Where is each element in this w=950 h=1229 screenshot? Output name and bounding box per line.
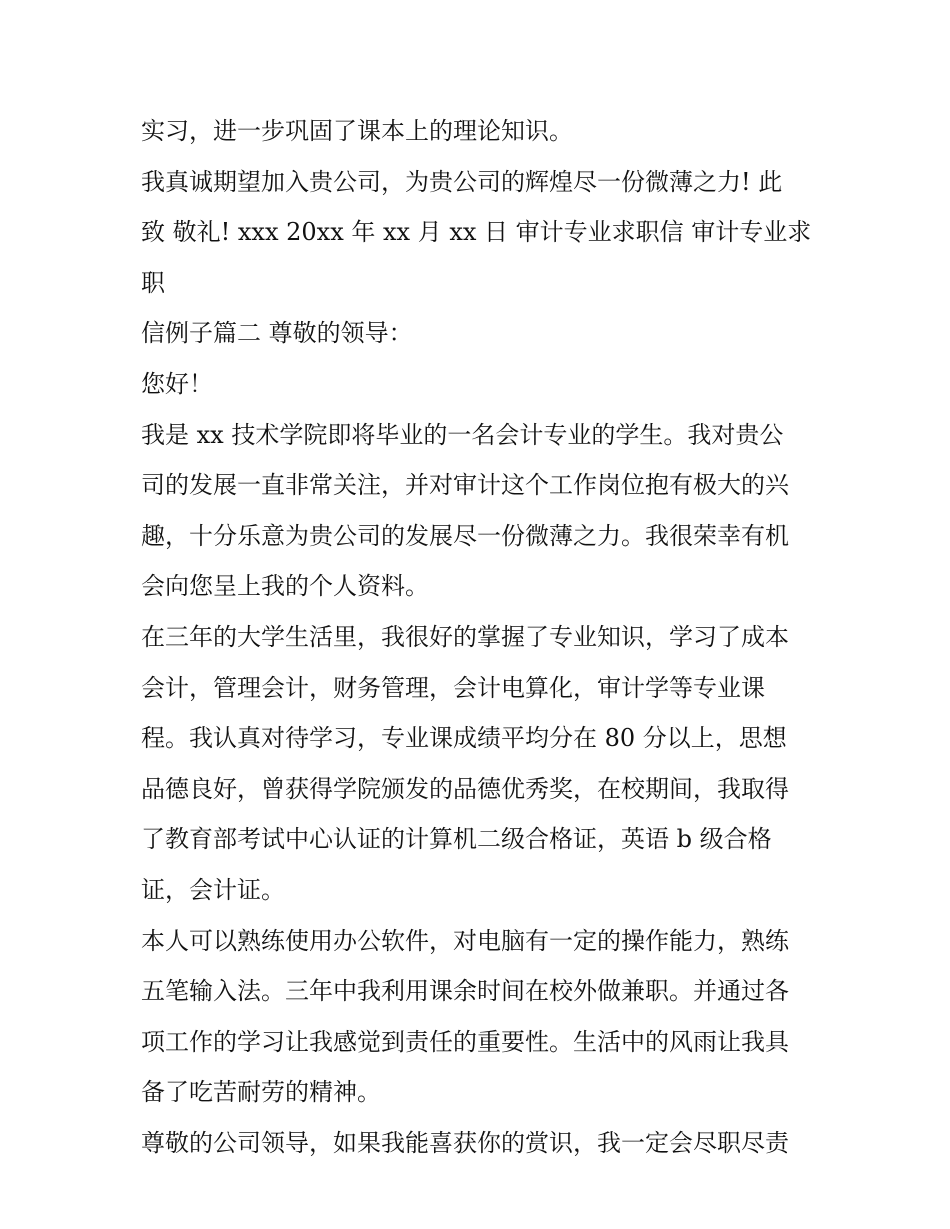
text-line: 我是 xx 技术学院即将毕业的一名会计专业的学生。我对贵公 — [141, 420, 784, 449]
text-line: 本人可以熟练使用办公软件，对电脑有一定的操作能力，熟练 — [141, 926, 789, 955]
text-line: 致 敬礼! xxx 20xx 年 xx 月 xx 日 审计专业求职信 审计专业求职 — [141, 218, 812, 297]
text-line: 尊敬的公司领导，如果我能喜获你的赏识，我一定会尽职尽责 — [141, 1128, 789, 1157]
text-line: 趣，十分乐意为贵公司的发展尽一份微薄之力。我很荣幸有机 — [141, 521, 789, 550]
text-line: 会向您呈上我的个人资料。 — [141, 572, 429, 601]
text-line: 证，会计证。 — [141, 875, 285, 904]
text-line: 项工作的学习让我感觉到责任的重要性。生活中的风雨让我具 — [141, 1027, 789, 1056]
document-body — [141, 106, 821, 1168]
text-line: 品德良好，曾获得学院颁发的品德优秀奖，在校期间，我取得 — [141, 774, 789, 803]
text-line: 了教育部考试中心认证的计算机二级合格证，英语 b 级合格 — [141, 825, 772, 854]
text-line: 实习，进一步巩固了课本上的理论知识。 — [141, 117, 573, 145]
text-line: 我真诚期望加入贵公司，为贵公司的辉煌尽一份微薄之力! 此 — [141, 167, 783, 196]
text-line: 五笔输入法。三年中我利用课余时间在校外做兼职。并通过各 — [141, 977, 789, 1006]
text-line: 司的发展一直非常关注，并对审计这个工作岗位抱有极大的兴 — [141, 471, 789, 500]
text-line: 在三年的大学生活里，我很好的掌握了专业知识，学习了成本 — [141, 622, 789, 651]
text-line: 信例子篇二 尊敬的领导： — [141, 319, 413, 348]
text-line: 您好！ — [141, 369, 213, 398]
text-line: 备了吃苦耐劳的精神。 — [141, 1078, 381, 1107]
text-line: 程。我认真对待学习，专业课成绩平均分在 80 分以上，思想 — [141, 724, 787, 753]
text-line: 会计，管理会计，财务管理，会计电算化，审计学等专业课 — [141, 673, 765, 702]
